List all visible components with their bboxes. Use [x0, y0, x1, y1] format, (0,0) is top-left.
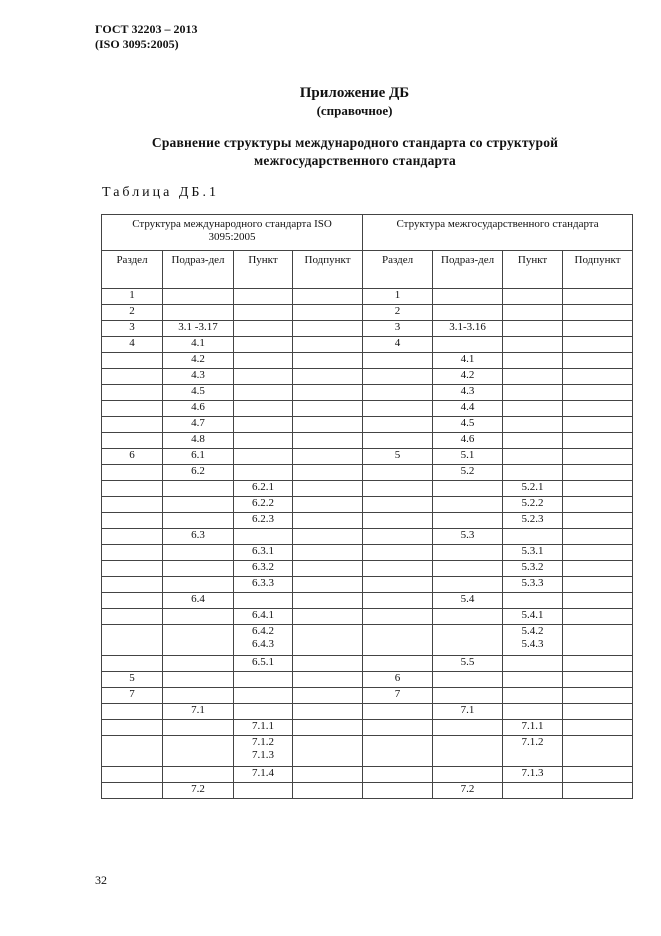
table-cell [163, 497, 234, 513]
table-cell: 5.3.3 [503, 577, 563, 593]
table-row [102, 497, 633, 513]
table-cell [293, 369, 363, 385]
table-row [102, 704, 633, 720]
table-cell [563, 369, 633, 385]
table-cell [293, 577, 363, 593]
table-cell [363, 561, 433, 577]
table-cell: 6.2.2 [234, 497, 293, 513]
table-cell [563, 481, 633, 497]
column-header: Пункт [503, 251, 563, 289]
table-cell [234, 449, 293, 465]
table-cell: 4.7 [163, 417, 234, 433]
table-cell [503, 783, 563, 799]
table-cell [293, 305, 363, 321]
table-cell [102, 401, 163, 417]
column-header: Подраз-дел [433, 251, 503, 289]
column-header: Раздел [363, 251, 433, 289]
table-cell [563, 305, 633, 321]
table-cell: 5.4 [433, 593, 503, 609]
table-cell [433, 577, 503, 593]
table-row [102, 353, 633, 369]
table-cell [163, 736, 234, 767]
table-cell [163, 609, 234, 625]
table-cell: 5.3.2 [503, 561, 563, 577]
table-cell [163, 481, 234, 497]
table-cell: 1 [363, 289, 433, 305]
table-cell [563, 720, 633, 736]
table-row [102, 449, 633, 465]
table-cell [503, 593, 563, 609]
table-cell [163, 577, 234, 593]
table-row [102, 321, 633, 337]
table-cell [363, 577, 433, 593]
table-cell: 4 [102, 337, 163, 353]
table-cell [363, 385, 433, 401]
table-cell [163, 289, 234, 305]
appendix-title-block [0, 84, 661, 120]
table-cell: 7 [102, 688, 163, 704]
table-row [102, 385, 633, 401]
group-header-interstate: Структура межгосударственного стандарта [363, 215, 633, 251]
table-row [102, 529, 633, 545]
table-cell [363, 704, 433, 720]
table-row [102, 369, 633, 385]
table-cell: 6.3.1 [234, 545, 293, 561]
table-cell [363, 736, 433, 767]
table-cell [102, 417, 163, 433]
table-cell [363, 433, 433, 449]
table-cell: 6.5.1 [234, 656, 293, 672]
table-cell: 3 [363, 321, 433, 337]
table-cell: 4 [363, 337, 433, 353]
table-cell [293, 449, 363, 465]
table-cell [102, 767, 163, 783]
table-cell [363, 783, 433, 799]
table-cell [363, 656, 433, 672]
table-cell [293, 497, 363, 513]
column-header: Подпункт [293, 251, 363, 289]
table-cell: 5.2.3 [503, 513, 563, 529]
table-cell [563, 321, 633, 337]
table-cell [503, 704, 563, 720]
table-cell [293, 337, 363, 353]
table-cell [293, 783, 363, 799]
table-cell [102, 465, 163, 481]
table-cell [102, 497, 163, 513]
table-cell [102, 513, 163, 529]
table-cell [563, 736, 633, 767]
table-cell [563, 289, 633, 305]
table-row [102, 465, 633, 481]
column-header: Раздел [102, 251, 163, 289]
table-cell [293, 688, 363, 704]
table-cell: 7.1.3 [503, 767, 563, 783]
table-group-header-row [102, 215, 633, 251]
table-row [102, 767, 633, 783]
table-cell: 4.8 [163, 433, 234, 449]
table-cell [102, 353, 163, 369]
table-cell: 5.4.2 5.4.3 [503, 625, 563, 656]
table-cell [234, 353, 293, 369]
table-cell [563, 433, 633, 449]
table-cell [293, 481, 363, 497]
table-cell [293, 609, 363, 625]
table-cell [234, 465, 293, 481]
table-cell: 7.1 [163, 704, 234, 720]
table-cell [503, 449, 563, 465]
table-cell [102, 625, 163, 656]
table-cell: 6.4.2 6.4.3 [234, 625, 293, 656]
table-row [102, 433, 633, 449]
heading-line-1: Сравнение структуры международного стандарта со структурой [151, 135, 559, 150]
table-cell [293, 720, 363, 736]
table-cell: 6 [102, 449, 163, 465]
table-cell: 4.5 [163, 385, 234, 401]
table-column-header-row [102, 251, 633, 289]
table-cell: 5.2.2 [503, 497, 563, 513]
table-cell: 4.1 [163, 337, 234, 353]
table-cell [433, 513, 503, 529]
table-cell [102, 545, 163, 561]
table-cell [503, 353, 563, 369]
table-cell: 4.6 [163, 401, 234, 417]
table-cell [102, 561, 163, 577]
table-cell: 5.3 [433, 529, 503, 545]
table-cell [363, 593, 433, 609]
iso-reference: (ISO 3095:2005) [95, 37, 179, 51]
table-cell: 6.3.2 [234, 561, 293, 577]
table-cell [102, 656, 163, 672]
table-cell [363, 545, 433, 561]
table-cell: 4.5 [433, 417, 503, 433]
table-cell [163, 672, 234, 688]
table-row [102, 545, 633, 561]
table-cell [563, 704, 633, 720]
table-cell: 2 [363, 305, 433, 321]
table-cell [563, 593, 633, 609]
table-cell [234, 704, 293, 720]
table-cell: 5.4.1 [503, 609, 563, 625]
table-cell [433, 625, 503, 656]
table-cell [503, 529, 563, 545]
table-cell [293, 672, 363, 688]
table-cell: 3.1 -3.17 [163, 321, 234, 337]
table-cell [234, 289, 293, 305]
table-cell [102, 369, 163, 385]
table-cell: 2 [102, 305, 163, 321]
table-label: Таблица ДБ.1 [102, 185, 219, 200]
appendix-title: Приложение ДБ [299, 85, 410, 101]
comparison-table-body [102, 215, 633, 799]
table-cell [503, 465, 563, 481]
table-cell [563, 783, 633, 799]
table-cell: 5 [102, 672, 163, 688]
table-cell: 7.1 [433, 704, 503, 720]
table-cell [503, 305, 563, 321]
table-row [102, 720, 633, 736]
table-cell: 4.1 [433, 353, 503, 369]
table-row [102, 577, 633, 593]
table-cell [163, 656, 234, 672]
table-cell [563, 465, 633, 481]
table-cell [293, 736, 363, 767]
table-cell [363, 767, 433, 783]
table-cell [433, 609, 503, 625]
table-cell [503, 369, 563, 385]
table-row [102, 783, 633, 799]
table-cell [363, 497, 433, 513]
document-header [95, 22, 198, 52]
table-cell: 1 [102, 289, 163, 305]
table-cell [234, 417, 293, 433]
table-cell: 7.1.4 [234, 767, 293, 783]
table-cell [433, 672, 503, 688]
table-cell [503, 289, 563, 305]
table-cell [293, 625, 363, 656]
table-cell [293, 513, 363, 529]
table-cell [234, 529, 293, 545]
table-cell [234, 593, 293, 609]
table-cell [234, 688, 293, 704]
table-cell [363, 529, 433, 545]
table-cell: 6.4 [163, 593, 234, 609]
table-cell [363, 465, 433, 481]
table-cell [563, 337, 633, 353]
table-cell: 6.2.1 [234, 481, 293, 497]
table-cell [293, 656, 363, 672]
table-row [102, 401, 633, 417]
table-row [102, 561, 633, 577]
table-row [102, 672, 633, 688]
table-cell [433, 481, 503, 497]
appendix-subtitle: (справочное) [316, 103, 393, 118]
table-cell: 7 [363, 688, 433, 704]
table-cell [503, 401, 563, 417]
table-row [102, 289, 633, 305]
table-cell: 6.3.3 [234, 577, 293, 593]
table-cell [293, 353, 363, 369]
table-cell [433, 337, 503, 353]
table-cell [234, 305, 293, 321]
table-cell: 3.1-3.16 [433, 321, 503, 337]
table-cell [563, 561, 633, 577]
table-cell: 6.1 [163, 449, 234, 465]
table-cell: 4.2 [433, 369, 503, 385]
table-cell [503, 688, 563, 704]
table-cell: 4.6 [433, 433, 503, 449]
table-cell [102, 385, 163, 401]
table-cell [163, 720, 234, 736]
table-cell [563, 449, 633, 465]
table-cell [102, 481, 163, 497]
table-cell [433, 289, 503, 305]
table-cell: 7.2 [433, 783, 503, 799]
table-cell: 6 [363, 672, 433, 688]
table-cell [163, 625, 234, 656]
table-cell [234, 433, 293, 449]
table-cell [433, 545, 503, 561]
table-cell [563, 688, 633, 704]
table-cell [102, 609, 163, 625]
table-cell: 5.1 [433, 449, 503, 465]
table-cell [563, 385, 633, 401]
table-cell [102, 736, 163, 767]
table-row [102, 625, 633, 656]
table-cell: 7.1.2 [503, 736, 563, 767]
table-cell [163, 545, 234, 561]
page-number: 32 [95, 873, 107, 887]
table-cell [293, 401, 363, 417]
table-cell: 7.1.1 [503, 720, 563, 736]
table-cell [293, 385, 363, 401]
table-cell [563, 513, 633, 529]
table-cell [102, 783, 163, 799]
table-cell [503, 672, 563, 688]
table-cell [563, 545, 633, 561]
table-cell [234, 321, 293, 337]
table-cell [102, 529, 163, 545]
table-cell: 7.2 [163, 783, 234, 799]
column-header: Подпункт [563, 251, 633, 289]
table-cell [234, 401, 293, 417]
table-row [102, 337, 633, 353]
table-cell [363, 369, 433, 385]
table-cell [503, 337, 563, 353]
table-cell [363, 720, 433, 736]
table-cell [163, 688, 234, 704]
table-cell [433, 497, 503, 513]
section-heading [100, 134, 610, 170]
table-cell: 5.2 [433, 465, 503, 481]
table-cell: 6.4.1 [234, 609, 293, 625]
table-cell [503, 417, 563, 433]
table-cell: 6.3 [163, 529, 234, 545]
table-cell: 7.1.1 [234, 720, 293, 736]
table-cell [433, 736, 503, 767]
table-cell [503, 656, 563, 672]
table-cell [563, 609, 633, 625]
table-cell [102, 720, 163, 736]
table-cell [102, 704, 163, 720]
table-cell [293, 704, 363, 720]
table-cell [563, 353, 633, 369]
table-cell [433, 688, 503, 704]
table-cell [503, 385, 563, 401]
table-row [102, 593, 633, 609]
table-cell [563, 529, 633, 545]
table-cell [293, 545, 363, 561]
table-cell [102, 433, 163, 449]
table-row [102, 513, 633, 529]
table-cell [363, 609, 433, 625]
table-cell: 4.3 [163, 369, 234, 385]
table-cell [293, 417, 363, 433]
table-cell: 4.3 [433, 385, 503, 401]
table-cell: 5.5 [433, 656, 503, 672]
table-cell [234, 672, 293, 688]
table-cell [293, 321, 363, 337]
table-cell: 4.2 [163, 353, 234, 369]
table-cell [293, 433, 363, 449]
table-cell [163, 561, 234, 577]
table-cell [234, 783, 293, 799]
table-cell [363, 513, 433, 529]
table-row [102, 305, 633, 321]
comparison-table [101, 214, 633, 799]
table-cell [234, 337, 293, 353]
table-cell [503, 433, 563, 449]
group-header-international: Структура международного стандарта ISO 3095:2005 [102, 215, 363, 251]
table-row [102, 688, 633, 704]
table-cell [163, 513, 234, 529]
table-cell [293, 289, 363, 305]
table-cell [293, 465, 363, 481]
table-cell [433, 720, 503, 736]
table-cell [163, 767, 234, 783]
table-cell [363, 353, 433, 369]
table-row [102, 417, 633, 433]
table-cell [563, 497, 633, 513]
table-cell [563, 625, 633, 656]
table-row [102, 656, 633, 672]
column-header: Пункт [234, 251, 293, 289]
table-cell [433, 767, 503, 783]
table-cell: 6.2.3 [234, 513, 293, 529]
table-cell [234, 369, 293, 385]
table-cell [563, 417, 633, 433]
table-row [102, 609, 633, 625]
table-cell: 5.2.1 [503, 481, 563, 497]
table-cell [293, 561, 363, 577]
table-cell [563, 767, 633, 783]
table-cell [293, 767, 363, 783]
table-cell: 6.2 [163, 465, 234, 481]
table-cell: 5.3.1 [503, 545, 563, 561]
table-cell [293, 529, 363, 545]
table-cell [234, 385, 293, 401]
column-header: Подраз-дел [163, 251, 234, 289]
table-cell [433, 561, 503, 577]
table-cell [563, 672, 633, 688]
table-cell [293, 593, 363, 609]
table-cell [433, 305, 503, 321]
table-cell [363, 417, 433, 433]
table-cell: 5 [363, 449, 433, 465]
table-cell [563, 401, 633, 417]
table-cell: 4.4 [433, 401, 503, 417]
table-cell: 3 [102, 321, 163, 337]
standard-number: ГОСТ 32203 – 2013 [95, 22, 198, 36]
table-cell [163, 305, 234, 321]
table-cell [363, 481, 433, 497]
table-cell [363, 401, 433, 417]
table-cell [363, 625, 433, 656]
table-cell: 7.1.2 7.1.3 [234, 736, 293, 767]
table-cell [102, 593, 163, 609]
heading-line-2: межгосударственного стандарта [253, 153, 457, 168]
table-cell [563, 577, 633, 593]
table-cell [503, 321, 563, 337]
table-row [102, 736, 633, 767]
table-cell [102, 577, 163, 593]
table-cell [563, 656, 633, 672]
table-row [102, 481, 633, 497]
